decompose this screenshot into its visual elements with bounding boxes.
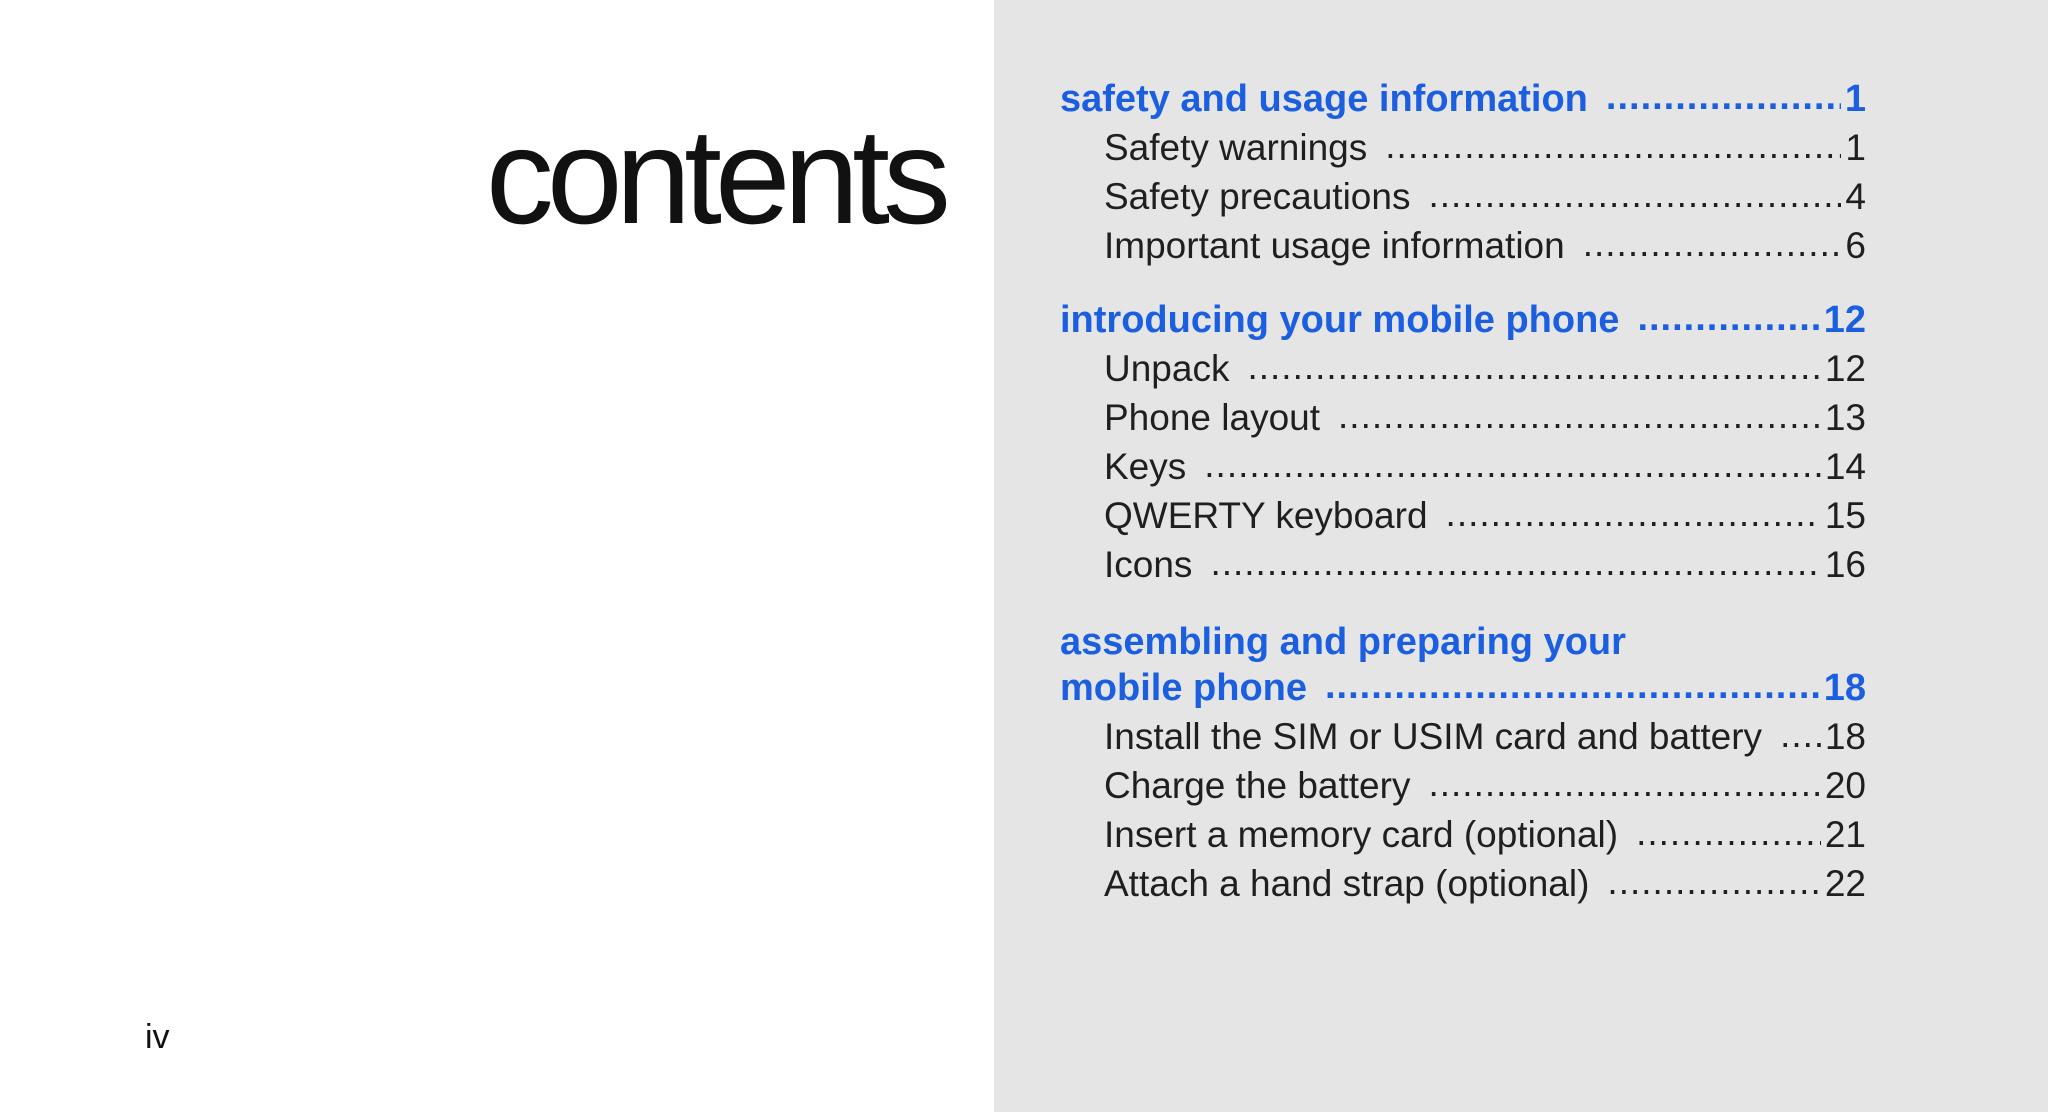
toc-entry-title: Phone layout: [1104, 397, 1321, 438]
toc-entry-title: Important usage information: [1104, 225, 1565, 266]
dot-leader: [1637, 297, 1819, 340]
toc-heading-title: introducing your mobile phone: [1060, 299, 1620, 341]
dot-leader: [1607, 861, 1820, 903]
dot-leader: [1428, 174, 1841, 216]
toc-entry-page: 1: [1845, 127, 1866, 168]
toc-heading-link[interactable]: [1060, 667, 1866, 716]
toc-heading-title: mobile phone: [1060, 667, 1307, 709]
toc-entry-title: QWERTY keyboard: [1104, 495, 1428, 536]
toc-entry-page: 4: [1845, 176, 1866, 217]
toc-entry-link[interactable]: [1060, 225, 1866, 274]
toc-section-assembling: [1060, 618, 1866, 912]
toc-entry-title: Install the SIM or USIM card and battery: [1104, 716, 1763, 757]
toc-entry-title: Charge the battery: [1104, 765, 1411, 806]
toc-entry-title: Attach a hand strap (optional): [1104, 863, 1590, 904]
dot-leader: [1338, 395, 1821, 437]
right-page: [994, 0, 2048, 1112]
toc-entry-title: Safety precautions: [1104, 176, 1411, 217]
toc-entry-page: 20: [1824, 765, 1866, 806]
toc-entry-title: Safety warnings: [1104, 127, 1368, 168]
toc-heading-title: safety and usage information: [1060, 78, 1588, 120]
dot-leader: [1583, 223, 1842, 265]
dot-leader: [1780, 714, 1821, 756]
toc-entry-link[interactable]: [1060, 863, 1866, 912]
dot-leader: [1428, 763, 1820, 805]
dot-leader: [1385, 125, 1841, 167]
dot-leader: [1204, 444, 1821, 486]
toc-heading-link[interactable]: [1060, 299, 1866, 348]
toc-entry-page: 13: [1824, 397, 1866, 438]
left-page: [0, 0, 994, 1112]
dot-leader: [1325, 665, 1820, 708]
dot-leader: [1636, 812, 1821, 854]
toc-section-safety: [1060, 78, 1866, 274]
toc-entry-page: 14: [1824, 446, 1866, 487]
toc-entry-page: 12: [1824, 348, 1866, 389]
toc-entry-title: Keys: [1104, 446, 1187, 487]
toc-entry-link[interactable]: [1060, 348, 1866, 397]
toc-entry-title: Insert a memory card (optional): [1104, 814, 1619, 855]
toc-entry-page: 22: [1824, 863, 1866, 904]
toc-heading-title-line1[interactable]: assembling and preparing your: [1060, 621, 1626, 663]
toc-entry-link[interactable]: [1060, 446, 1866, 495]
toc-entry-page: 16: [1824, 544, 1866, 585]
page-title: contents: [485, 100, 944, 252]
dot-leader: [1247, 346, 1820, 388]
toc-heading-page: 12: [1823, 299, 1866, 341]
toc-entry-title: Icons: [1104, 544, 1193, 585]
dot-leader: [1606, 76, 1841, 119]
toc-heading-page: 1: [1844, 78, 1866, 120]
table-of-contents: [1060, 78, 1866, 937]
toc-entry-link[interactable]: [1060, 544, 1866, 593]
toc-entry-link[interactable]: [1060, 814, 1866, 863]
toc-entry-link[interactable]: [1060, 716, 1866, 765]
dot-leader: [1446, 493, 1821, 535]
toc-entry-page: 6: [1845, 225, 1866, 266]
toc-entry-link[interactable]: [1060, 765, 1866, 814]
toc-entry-page: 15: [1824, 495, 1866, 536]
toc-entry-link[interactable]: [1060, 495, 1866, 544]
toc-entry-link[interactable]: [1060, 127, 1866, 176]
toc-entry-title: Unpack: [1104, 348, 1230, 389]
dot-leader: [1210, 542, 1820, 584]
toc-heading-link[interactable]: [1060, 78, 1866, 127]
toc-entry-page: 18: [1824, 716, 1866, 757]
toc-entry-page: 21: [1824, 814, 1866, 855]
page-number: iv: [145, 1018, 170, 1056]
toc-heading-page: 18: [1823, 667, 1866, 709]
toc-section-introducing: [1060, 299, 1866, 593]
toc-entry-link[interactable]: [1060, 176, 1866, 225]
toc-entry-link[interactable]: [1060, 397, 1866, 446]
